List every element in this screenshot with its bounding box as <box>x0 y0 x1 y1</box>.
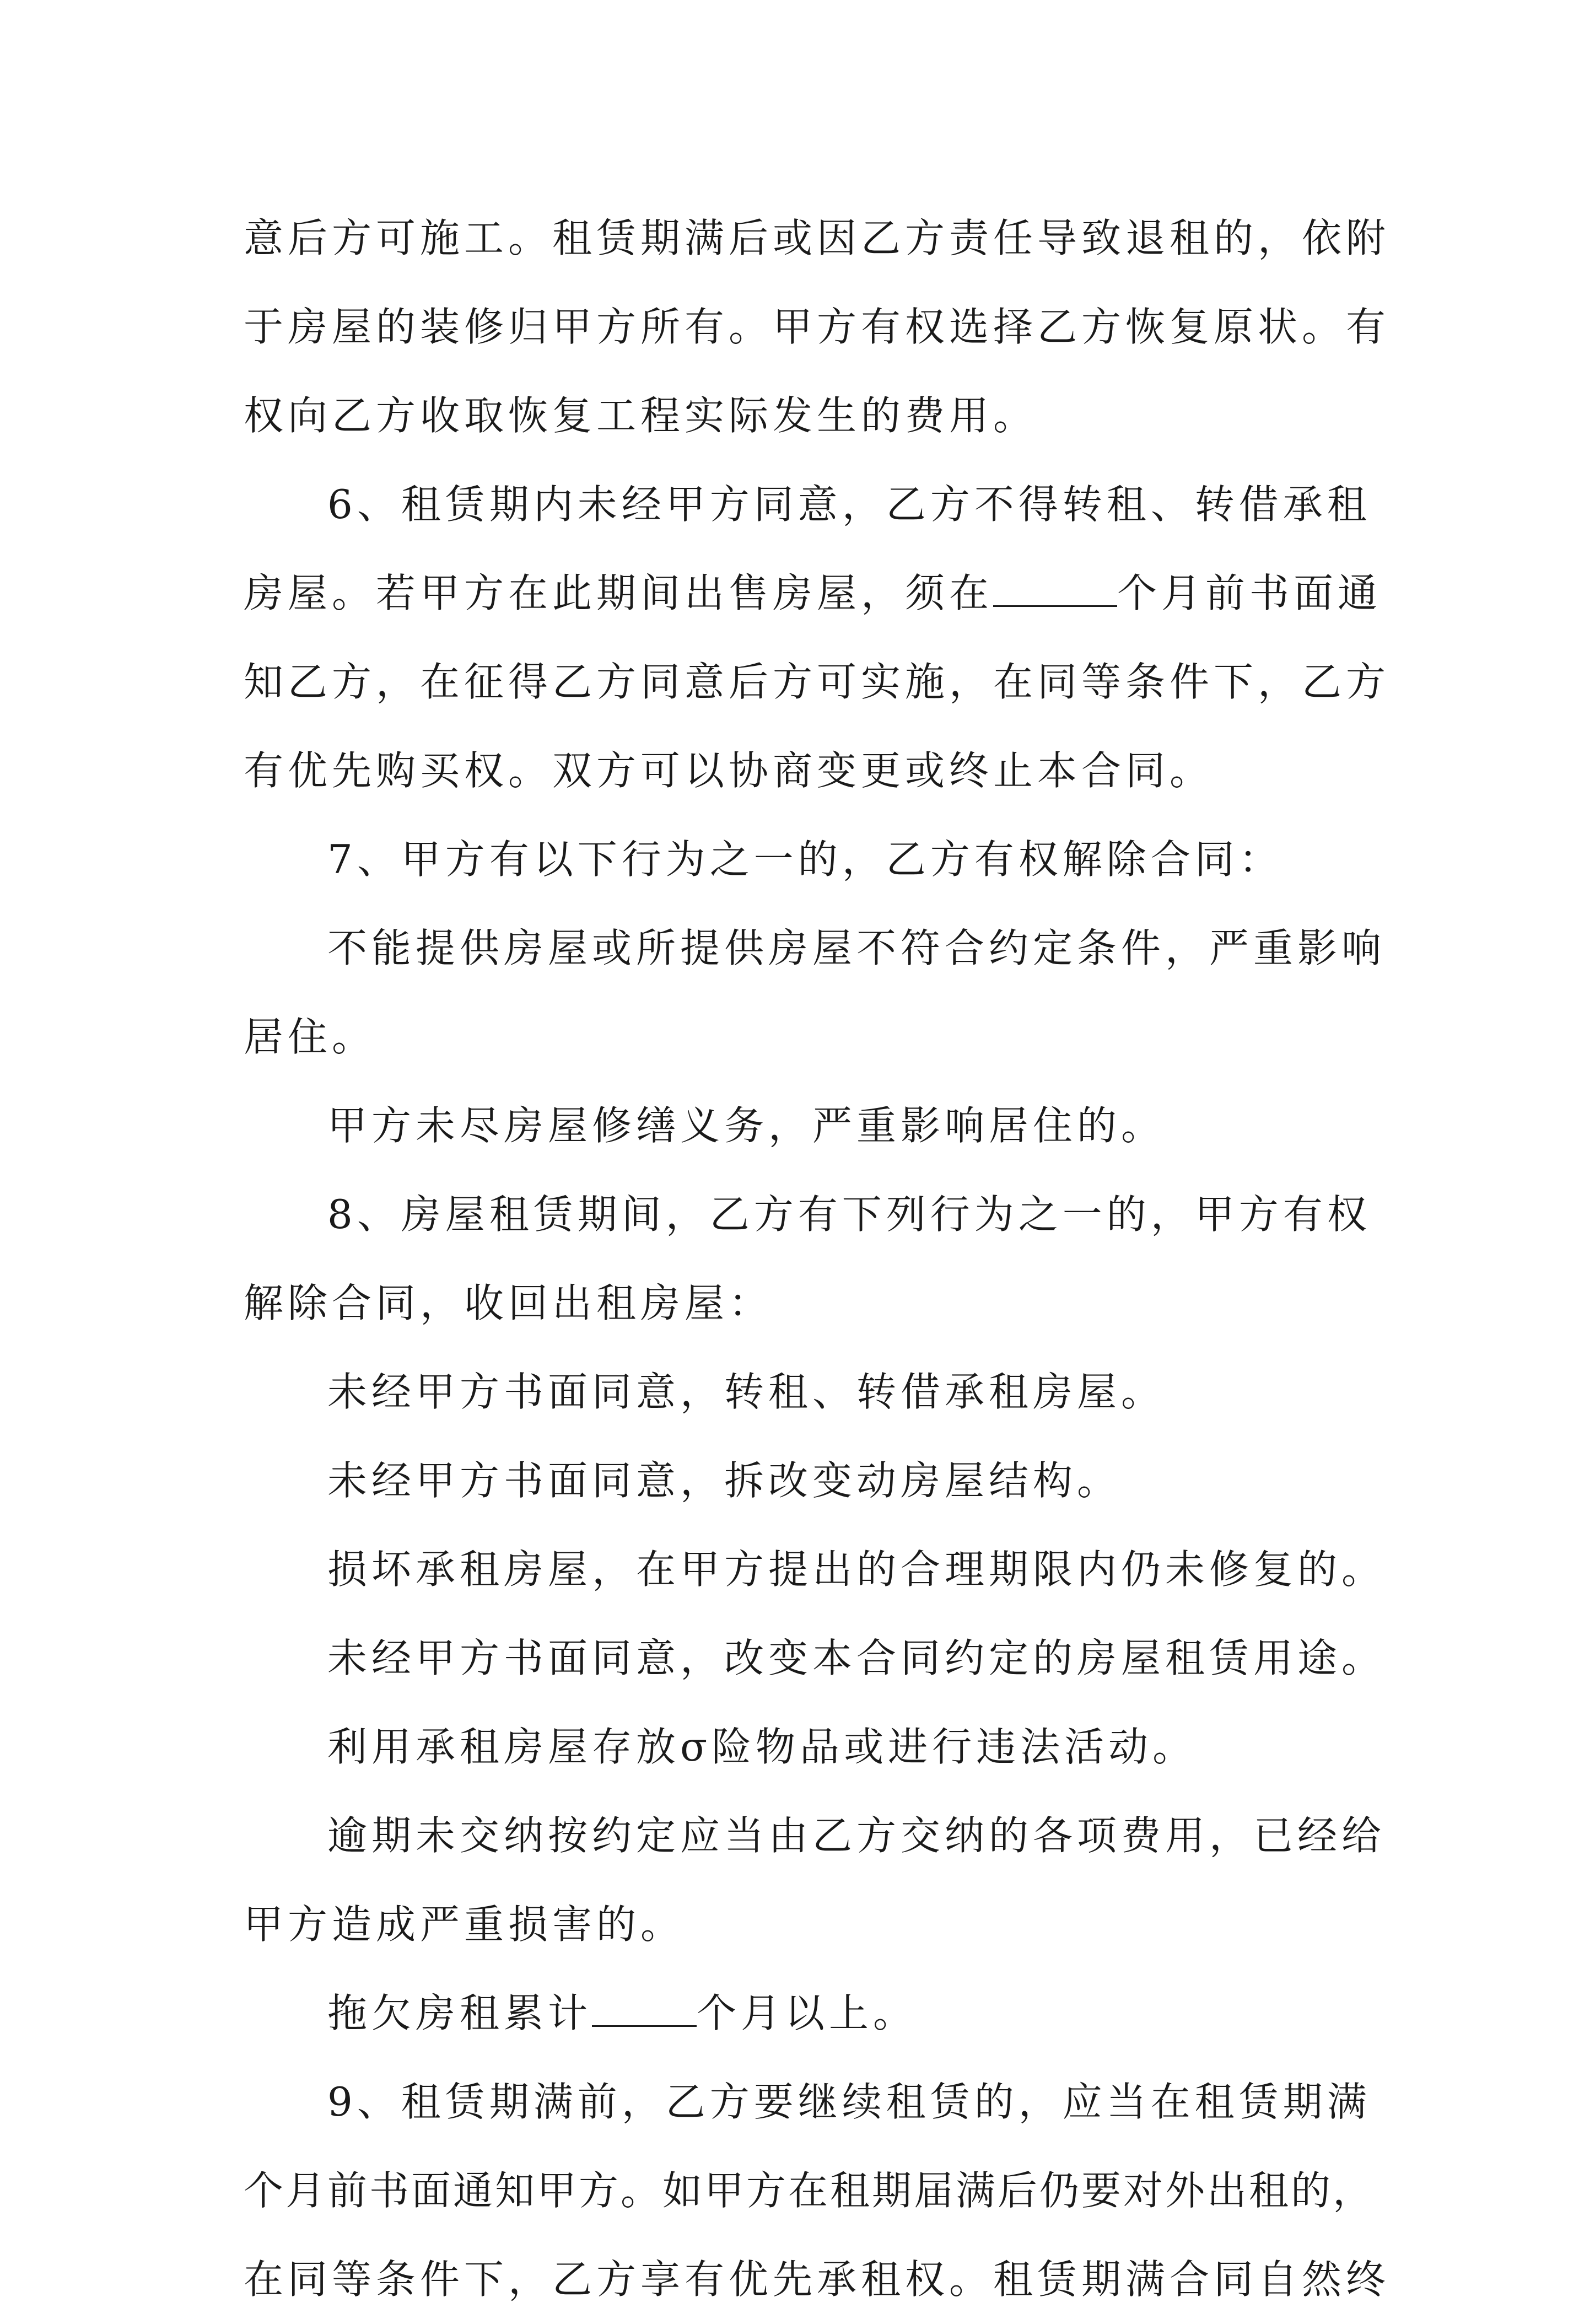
clause-8-item-4: 未经甲方书面同意，改变本合同约定的房屋租赁用途。 <box>327 1635 1386 1681</box>
clause-9-line-3: 在同等条件下，乙方享有优先承租权。租赁期满合同自然终 <box>244 2256 1391 2303</box>
clause-8-line-2: 解除合同，收回出租房屋： <box>244 1280 773 1326</box>
clause-9-line-1: 9、租赁期满前，乙方要继续租赁的，应当在租赁期满 <box>327 2079 1371 2125</box>
clause-8-item-7-text-a: 拖欠房租累计 <box>327 1990 592 2036</box>
text-line-1: 意后方可施工。租赁期满后或因乙方责任导致退租的，依附 <box>244 215 1391 261</box>
clause-7-item-2: 甲方未尽房屋修缮义务，严重影响居住的。 <box>327 1102 1166 1149</box>
clause-8-item-7-text-b: 个月以上。 <box>697 1990 918 2036</box>
text-line-2: 于房屋的装修归甲方所有。甲方有权选择乙方恢复原状。有 <box>244 304 1391 350</box>
clause-8-item-6b: 甲方造成严重损害的。 <box>244 1901 685 1948</box>
clause-6-line-2 <box>244 549 1401 638</box>
clause-6-line-3: 知乙方，在征得乙方同意后方可实施，在同等条件下，乙方 <box>244 659 1391 705</box>
clause-8-item-5: 利用承租房屋存放σ险物品或进行违法活动。 <box>327 1724 1197 1770</box>
clause-6-text-b: 个月前书面通 <box>1117 570 1382 616</box>
clause-8-line-1: 8、房屋租赁期间，乙方有下列行为之一的，甲方有权 <box>327 1191 1371 1238</box>
clause-7-item-1a: 不能提供房屋或所提供房屋不符合约定条件，严重影响 <box>327 925 1386 971</box>
fill-in-blank <box>993 572 1117 607</box>
clause-7-item-1b: 居住。 <box>244 1014 376 1060</box>
clause-8-item-1: 未经甲方书面同意，转租、转借承租房屋。 <box>327 1369 1166 1415</box>
clause-8-item-7 <box>244 1969 1401 2058</box>
clause-8-item-6a: 逾期未交纳按约定应当由乙方交纳的各项费用，已经给 <box>327 1812 1386 1859</box>
clause-8-item-2: 未经甲方书面同意，拆改变动房屋结构。 <box>327 1457 1122 1504</box>
clause-6-line-4: 有优先购买权。双方可以协商变更或终止本合同。 <box>244 747 1214 794</box>
text-line-3: 权向乙方收取恢复工程实际发生的费用。 <box>244 392 1038 439</box>
clause-8-item-3: 损坏承租房屋，在甲方提出的合理期限内仍未修复的。 <box>327 1546 1386 1593</box>
fill-in-blank <box>592 1992 697 2027</box>
clause-6-line-1: 6、租赁期内未经甲方同意，乙方不得转租、转借承租 <box>327 481 1371 528</box>
clause-6-text-a: 房屋。若甲方在此期间出售房屋，须在 <box>244 570 994 616</box>
document-body <box>244 194 1401 2324</box>
clause-9-line-2: 个月前书面通知甲方。如甲方在租期届满后仍要对外出租的， <box>244 2167 1375 2214</box>
clause-7-line-1: 7、甲方有以下行为之一的，乙方有权解除合同： <box>327 836 1283 883</box>
